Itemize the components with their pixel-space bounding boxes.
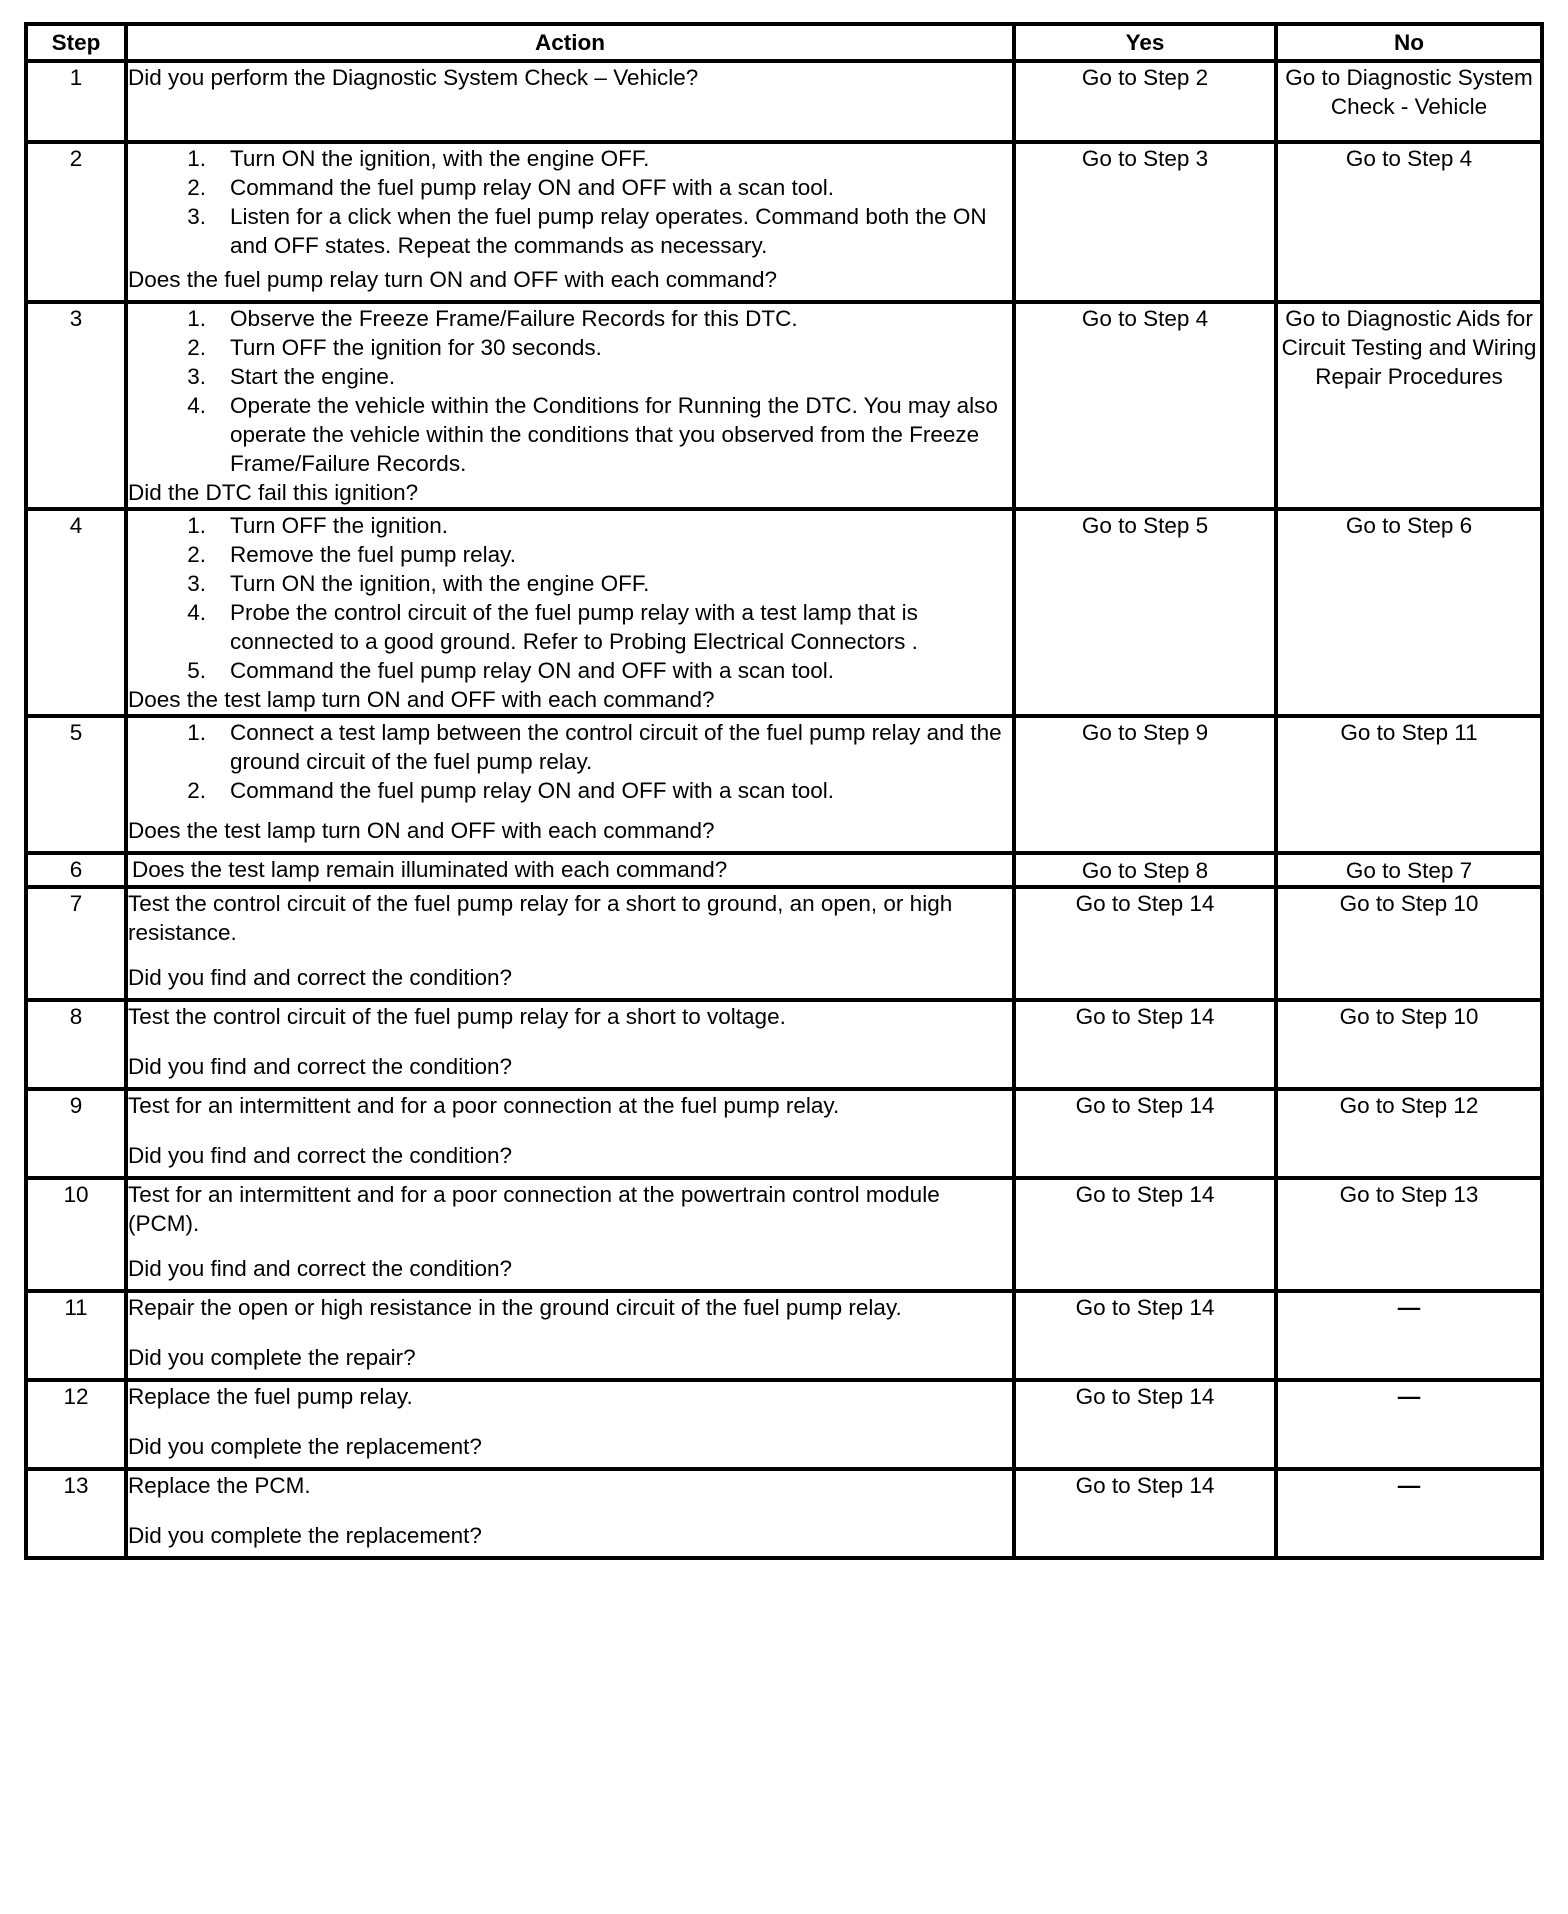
action-question: Did you find and correct the condition? <box>128 965 512 990</box>
step-number: 9 <box>26 1089 126 1178</box>
action-cell <box>126 853 1014 887</box>
table-row <box>26 1380 1542 1469</box>
substep-number: 5. <box>187 658 206 683</box>
substep-text: Observe the Freeze Frame/Failure Records for this DTC. <box>230 306 798 331</box>
substep-text: Turn OFF the ignition. <box>230 513 449 538</box>
action-text: Test the control circuit of the fuel pump relay for a short to voltage. <box>128 1004 786 1029</box>
action-question: Does the test lamp turn ON and OFF with each command? <box>128 687 715 712</box>
substep-text: Operate the vehicle within the Conditions for Running the DTC. You may also operate the vehicle within the conditions that you observed from the Freeze Frame/Failure Records. <box>230 393 998 476</box>
step-number: 5 <box>26 716 126 853</box>
action-cell <box>126 1000 1014 1089</box>
yes-result: Go to Step 2 <box>1014 61 1276 142</box>
yes-result: Go to Step 14 <box>1014 1178 1276 1291</box>
substep-item <box>128 173 1012 202</box>
action-cell <box>126 1380 1014 1469</box>
substep-list <box>128 144 1012 260</box>
substep-number: 4. <box>187 600 206 625</box>
action-question: Does the fuel pump relay turn ON and OFF with each command? <box>128 267 778 292</box>
header-step: Step <box>26 24 126 61</box>
yes-result: Go to Step 14 <box>1014 1291 1276 1380</box>
substep-text: Turn ON the ignition, with the engine OFF. <box>230 146 650 171</box>
action-cell <box>126 1291 1014 1380</box>
substep-text: Connect a test lamp between the control circuit of the fuel pump relay and the ground circuit of the fuel pump relay. <box>230 720 1002 774</box>
step-number: 8 <box>26 1000 126 1089</box>
no-result: — <box>1276 1380 1542 1469</box>
no-result: Go to Diagnostic Aids for Circuit Testing and Wiring Repair Procedures <box>1276 302 1542 509</box>
action-body <box>128 1293 1012 1322</box>
substep-item <box>128 656 1012 685</box>
substep-number: 2. <box>187 778 206 803</box>
action-body <box>132 855 1008 884</box>
action-question: Did you complete the replacement? <box>128 1434 482 1459</box>
substep-text: Probe the control circuit of the fuel pump relay with a test lamp that is connected to a good ground. Refer to Probing Electrical Connectors . <box>230 600 918 654</box>
step-number: 11 <box>26 1291 126 1380</box>
substep-item <box>128 718 1012 776</box>
no-result: Go to Diagnostic System Check - Vehicle <box>1276 61 1542 142</box>
substep-text: Turn ON the ignition, with the engine OFF. <box>230 571 650 596</box>
step-number: 13 <box>26 1469 126 1558</box>
action-question: Did you find and correct the condition? <box>128 1054 512 1079</box>
table-row <box>26 853 1542 887</box>
action-body <box>128 1471 1012 1500</box>
substep-item <box>128 304 1012 333</box>
substep-item <box>128 776 1012 805</box>
action-body <box>128 1091 1012 1120</box>
action-text: Does the test lamp remain illuminated with each command? <box>132 857 728 882</box>
action-body <box>128 511 1012 685</box>
table-row <box>26 887 1542 1000</box>
no-result: Go to Step 7 <box>1276 853 1542 887</box>
action-cell <box>126 716 1014 853</box>
substep-text: Start the engine. <box>230 364 396 389</box>
action-question: Does the test lamp turn ON and OFF with each command? <box>128 818 715 843</box>
table-row <box>26 1000 1542 1089</box>
action-cell <box>126 887 1014 1000</box>
action-cell <box>126 1089 1014 1178</box>
substep-item <box>128 333 1012 362</box>
action-body <box>128 1180 1012 1238</box>
action-question: Did you find and correct the condition? <box>128 1143 512 1168</box>
action-cell <box>126 142 1014 302</box>
action-body <box>128 63 1012 92</box>
table-row <box>26 302 1542 509</box>
table-row <box>26 1089 1542 1178</box>
no-result: — <box>1276 1469 1542 1558</box>
substep-item <box>128 391 1012 478</box>
no-result: Go to Step 13 <box>1276 1178 1542 1291</box>
step-number: 2 <box>26 142 126 302</box>
action-cell <box>126 1178 1014 1291</box>
no-result: Go to Step 12 <box>1276 1089 1542 1178</box>
table-row <box>26 716 1542 853</box>
substep-text: Turn OFF the ignition for 30 seconds. <box>230 335 602 360</box>
substep-item <box>128 540 1012 569</box>
action-text: Did you perform the Diagnostic System Check – Vehicle? <box>128 65 699 90</box>
header-row <box>26 24 1542 61</box>
table-row <box>26 1178 1542 1291</box>
action-text: Repair the open or high resistance in the ground circuit of the fuel pump relay. <box>128 1295 902 1320</box>
substep-number: 2. <box>187 335 206 360</box>
action-text: Test for an intermittent and for a poor connection at the powertrain control module (PCM). <box>128 1182 940 1236</box>
header-yes: Yes <box>1014 24 1276 61</box>
action-text: Test for an intermittent and for a poor connection at the fuel pump relay. <box>128 1093 840 1118</box>
substep-number: 1. <box>187 306 206 331</box>
action-question: Did you complete the replacement? <box>128 1523 482 1548</box>
action-body <box>128 304 1012 478</box>
action-body <box>128 1002 1012 1031</box>
yes-result: Go to Step 9 <box>1014 716 1276 853</box>
action-cell <box>126 61 1014 142</box>
substep-list <box>128 304 1012 478</box>
substep-number: 2. <box>187 175 206 200</box>
no-result: Go to Step 10 <box>1276 1000 1542 1089</box>
substep-number: 1. <box>187 720 206 745</box>
step-number: 12 <box>26 1380 126 1469</box>
yes-result: Go to Step 14 <box>1014 1000 1276 1089</box>
substep-text: Command the fuel pump relay ON and OFF with a scan tool. <box>230 778 835 803</box>
substep-number: 3. <box>187 571 206 596</box>
step-number: 10 <box>26 1178 126 1291</box>
substep-item <box>128 144 1012 173</box>
table-row <box>26 1291 1542 1380</box>
step-number: 4 <box>26 509 126 716</box>
action-cell <box>126 302 1014 509</box>
table-row <box>26 509 1542 716</box>
action-text: Test the control circuit of the fuel pump relay for a short to ground, an open, or high resistance. <box>128 891 953 945</box>
action-question: Did you find and correct the condition? <box>128 1256 512 1281</box>
action-cell <box>126 509 1014 716</box>
substep-item <box>128 569 1012 598</box>
substep-list <box>128 718 1012 805</box>
substep-number: 2. <box>187 542 206 567</box>
table-row <box>26 142 1542 302</box>
substep-item <box>128 598 1012 656</box>
no-result: Go to Step 4 <box>1276 142 1542 302</box>
no-result: Go to Step 11 <box>1276 716 1542 853</box>
action-text: Replace the fuel pump relay. <box>128 1384 413 1409</box>
yes-result: Go to Step 14 <box>1014 1089 1276 1178</box>
no-result: Go to Step 10 <box>1276 887 1542 1000</box>
action-body <box>128 144 1012 260</box>
substep-text: Remove the fuel pump relay. <box>230 542 516 567</box>
substep-number: 1. <box>187 513 206 538</box>
substep-text: Command the fuel pump relay ON and OFF with a scan tool. <box>230 658 835 683</box>
header-action: Action <box>126 24 1014 61</box>
table-row <box>26 61 1542 142</box>
yes-result: Go to Step 4 <box>1014 302 1276 509</box>
step-number: 1 <box>26 61 126 142</box>
no-result: Go to Step 6 <box>1276 509 1542 716</box>
step-number: 7 <box>26 887 126 1000</box>
yes-result: Go to Step 3 <box>1014 142 1276 302</box>
no-result: — <box>1276 1291 1542 1380</box>
yes-result: Go to Step 14 <box>1014 1380 1276 1469</box>
diagnostic-table <box>24 22 1544 1560</box>
table-row <box>26 1469 1542 1558</box>
substep-text: Command the fuel pump relay ON and OFF with a scan tool. <box>230 175 835 200</box>
substep-item <box>128 511 1012 540</box>
action-question: Did you complete the repair? <box>128 1345 416 1370</box>
yes-result: Go to Step 8 <box>1014 853 1276 887</box>
yes-result: Go to Step 14 <box>1014 1469 1276 1558</box>
action-question: Did the DTC fail this ignition? <box>128 480 419 505</box>
action-cell <box>126 1469 1014 1558</box>
action-text: Replace the PCM. <box>128 1473 311 1498</box>
step-number: 3 <box>26 302 126 509</box>
substep-text: Listen for a click when the fuel pump relay operates. Command both the ON and OFF states. Repeat the commands as necessary. <box>230 204 987 258</box>
yes-result: Go to Step 14 <box>1014 887 1276 1000</box>
substep-item <box>128 362 1012 391</box>
step-number: 6 <box>26 853 126 887</box>
substep-number: 3. <box>187 364 206 389</box>
substep-list <box>128 511 1012 685</box>
action-body <box>128 718 1012 805</box>
substep-item <box>128 202 1012 260</box>
yes-result: Go to Step 5 <box>1014 509 1276 716</box>
action-body <box>128 1382 1012 1411</box>
header-no: No <box>1276 24 1542 61</box>
substep-number: 3. <box>187 204 206 229</box>
substep-number: 1. <box>187 146 206 171</box>
action-body <box>128 889 1012 947</box>
substep-number: 4. <box>187 393 206 418</box>
